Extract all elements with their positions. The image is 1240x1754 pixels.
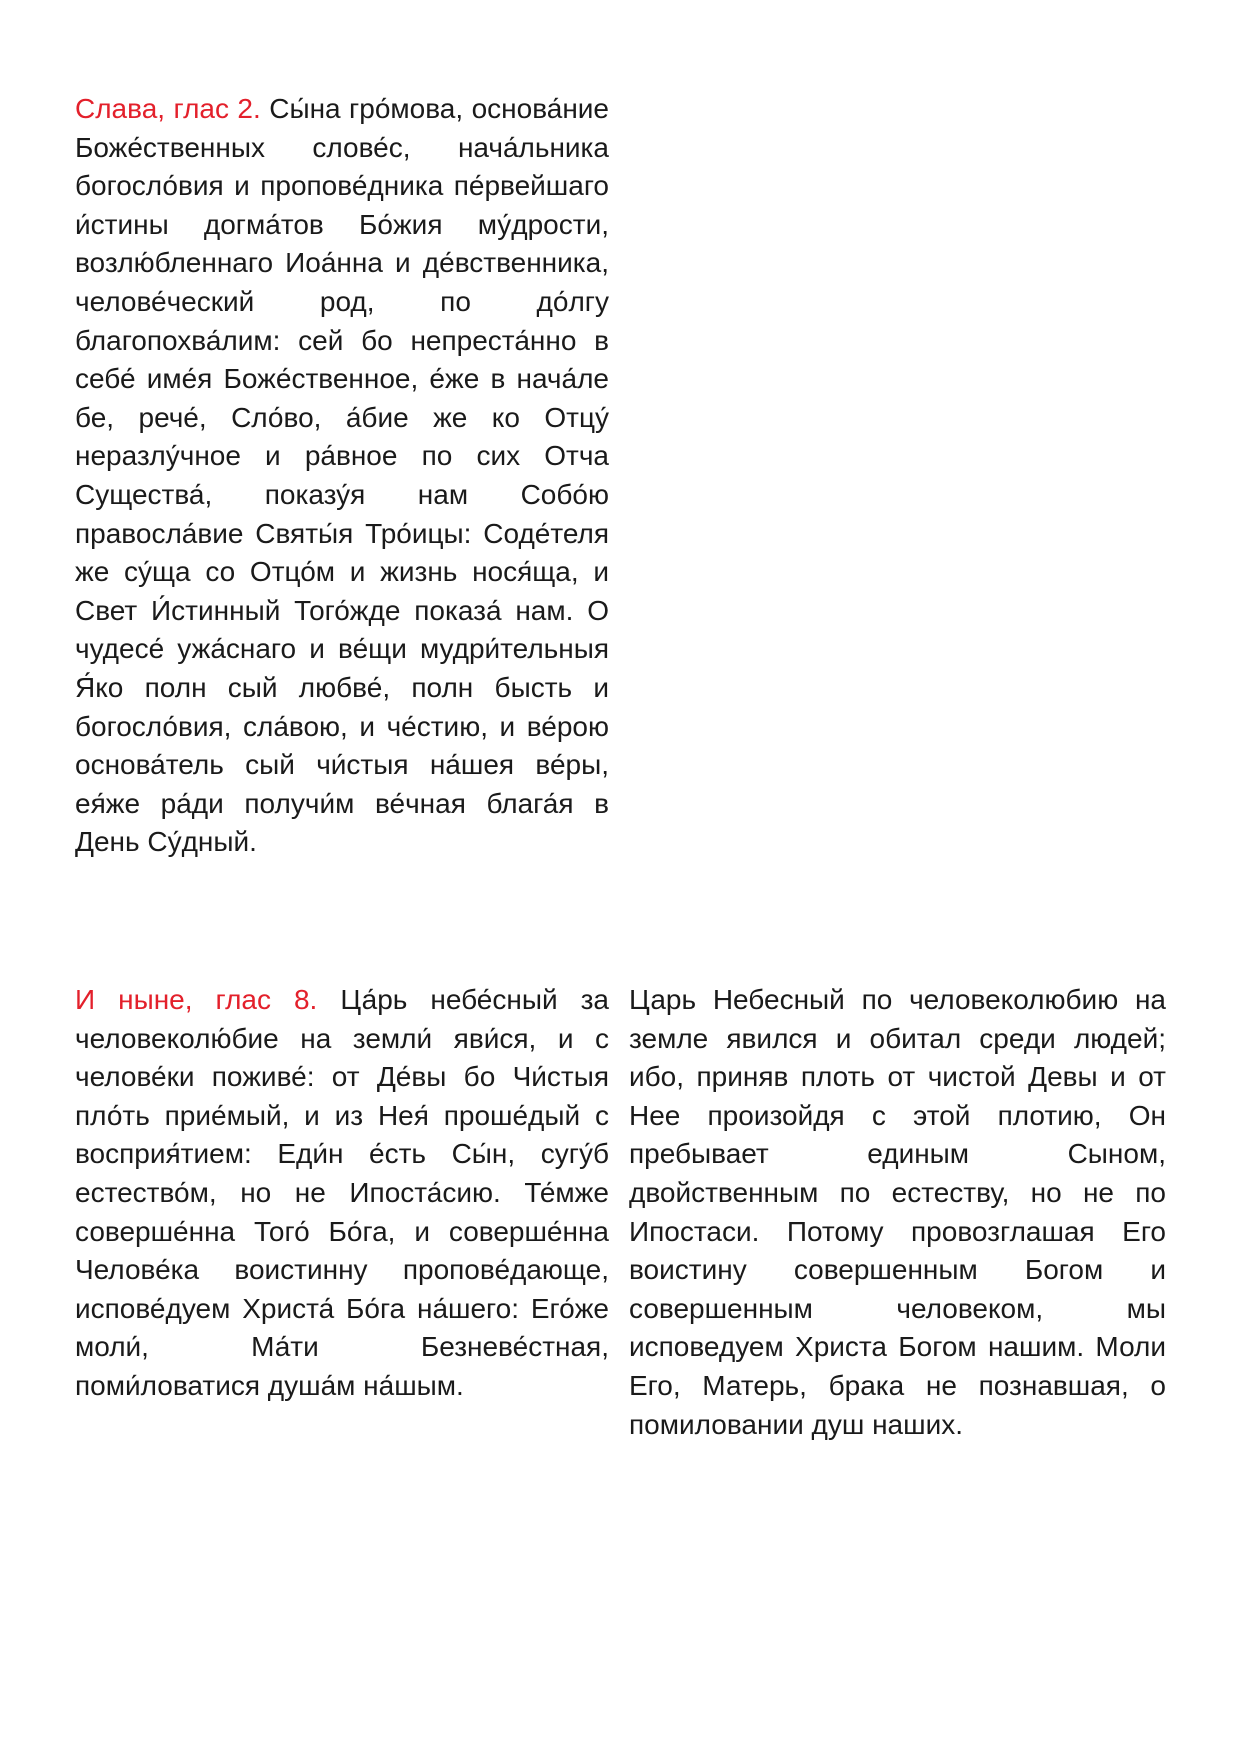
slava-rubric: Слава, глас 2. xyxy=(75,93,261,124)
i-nyne-rubric: И ныне, глас 8. xyxy=(75,984,318,1015)
slava-text: Сы́на гро́мова, основа́ние Боже́ственных слове́с, нача́льника богосло́вия и пропове́дника пе́рвейшаго и́стины догма́тов Бо́жия му́дрости, возлю́бленнаго Иоа́нна и де́вственника, челове́ческий род, по до́лгу благопохва́лим: сей бо непреста́нно в себе́ име́я Боже́ственное, е́же в нача́ле бе, рече́, Сло́во, а́бие же ко Отцу́ неразлу́чное и ра́вное по сих Отча Существа́, показу́я нам Собо́ю правосла́вие Святы́я Тро́ицы: Соде́теля же су́ща со Отцо́м и жизнь нося́ща, и Свет И́стинный Того́жде показа́ нам. О чудесе́ ужа́снаго и ве́щи мудри́тельныя Я́ко полн сый любве́, полн бысть и богосло́вия, сла́вою, и че́стию, и ве́рою основа́тель сый чи́стыя на́шея ве́ры, ея́же ра́ди получи́м ве́чная блага́я в День Су́дный. xyxy=(75,93,610,858)
i-nyne-paragraph xyxy=(75,981,609,1406)
i-nyne-text: Ца́рь небе́сный за человеколю́бие на земли́ яви́ся, и с челове́ки поживе́: от Де́вы бо Чи́стыя пло́ть прие́мый, и из Нея́ проше́дый с восприя́тием: Еди́н е́сть Сы́н, сугу́б естество́м, но не Ипоста́сию. Те́мже соверше́нна Того́ Бо́га, и соверше́нна Челове́ка воистинну пропове́дающе, испове́дуем Христа́ Бо́га на́шего: Его́же моли́, Ма́ти Безневе́стная, поми́ловатися душа́м на́шым. xyxy=(75,984,609,1401)
slava-paragraph xyxy=(75,90,609,862)
i-nyne-translation: Царь Небесный по человеколюбию на земле явился и обитал среди людей; ибо, приняв плоть от чистой Девы и от Нее произойдя с этой плотию, Он пребывает единым Сыном, двойственным по естеству, но не по Ипостаси. Потому провозглашая Его воистину совершенным Богом и совершенным человеком, мы исповедуем Христа Богом нашим. Моли Его, Матерь, брака не познавшая, о помиловании душ наших. xyxy=(629,984,1166,1440)
